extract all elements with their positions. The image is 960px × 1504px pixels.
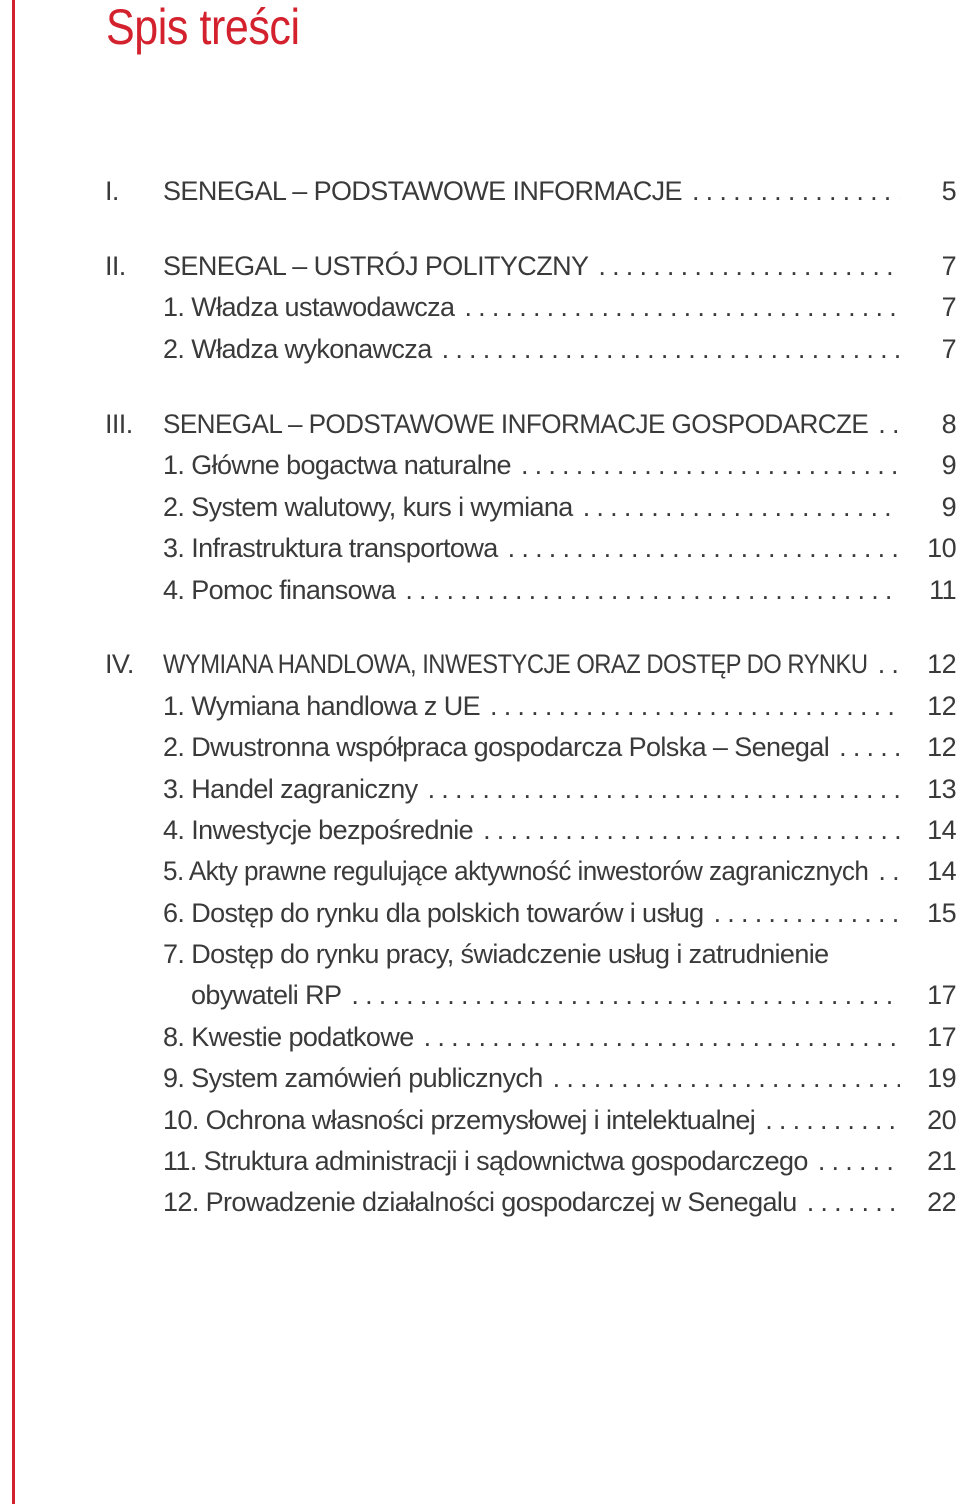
toc-page-number: 7 — [941, 251, 956, 281]
toc-item[interactable] — [0, 1141, 960, 1181]
toc-dot-leader — [351, 975, 900, 1015]
toc-item[interactable] — [0, 1017, 960, 1057]
toc-entry-label: 4. Inwestycje bezpośrednie — [163, 815, 474, 845]
toc-entry-label: 4. Pomoc finansowa — [163, 575, 396, 605]
toc-dot-leader — [878, 644, 900, 684]
toc-dot-leader — [583, 487, 900, 527]
toc-dot-leader — [521, 445, 900, 485]
toc-page-number: 9 — [941, 450, 956, 480]
toc-page-number: 20 — [927, 1105, 956, 1135]
toc-page-number: 15 — [927, 898, 956, 928]
toc-entry-label: SENEGAL – PODSTAWOWE INFORMACJE GOSPODARCZE — [163, 409, 869, 439]
toc-section-4[interactable] — [0, 644, 960, 684]
toc-entry-label: 2. Dwustronna współpraca gospodarcza Polska – Senegal — [163, 732, 830, 762]
toc-item[interactable] — [0, 528, 960, 568]
toc-dot-leader — [428, 769, 900, 809]
toc-section-1[interactable] — [0, 171, 960, 211]
toc-item[interactable] — [0, 329, 960, 369]
toc-page-number: 8 — [941, 409, 956, 439]
toc-item[interactable] — [0, 769, 960, 809]
toc-page-number: 9 — [941, 492, 956, 522]
toc-dot-leader — [483, 810, 900, 850]
toc-dot-leader — [878, 404, 900, 444]
toc-item[interactable] — [0, 893, 960, 933]
toc-page-number: 13 — [927, 774, 956, 804]
toc-entry-label: 1. Władza ustawodawcza — [163, 292, 455, 322]
toc-entry-label: 7. Dostęp do rynku pracy, świadczenie usług i zatrudnienie — [163, 939, 829, 969]
toc-entry-label: 5. Akty prawne regulujące aktywność inwestorów zagranicznych — [163, 856, 869, 886]
toc-dot-leader — [598, 246, 900, 286]
toc-item[interactable] — [0, 1058, 960, 1098]
toc-dot-leader — [553, 1058, 900, 1098]
toc-dot-leader — [714, 893, 900, 933]
toc-entry-label: SENEGAL – PODSTAWOWE INFORMACJE — [163, 176, 682, 206]
toc-item[interactable] — [0, 810, 960, 850]
toc-section-numeral: III. — [105, 409, 133, 439]
toc-dot-leader — [442, 329, 900, 369]
toc-item-continuation[interactable] — [0, 975, 960, 1015]
toc-section-numeral: II. — [105, 251, 126, 281]
toc-page-number: 7 — [941, 292, 956, 322]
toc-section-3[interactable] — [0, 404, 960, 444]
toc-item[interactable] — [0, 1100, 960, 1140]
toc-section-2[interactable] — [0, 246, 960, 286]
toc-page-number: 12 — [927, 691, 956, 721]
toc-entry-label: 3. Handel zagraniczny — [163, 774, 418, 804]
toc-dot-leader — [807, 1182, 900, 1222]
toc-page-number: 10 — [927, 533, 956, 563]
toc-dot-leader — [424, 1017, 900, 1057]
toc-page-number: 12 — [927, 732, 956, 762]
toc-dot-leader — [405, 570, 900, 610]
toc-entry-label: 1. Główne bogactwa naturalne — [163, 450, 511, 480]
toc-entry-label: 8. Kwestie podatkowe — [163, 1022, 414, 1052]
toc-entry-label: 1. Wymiana handlowa z UE — [163, 691, 481, 721]
toc-item[interactable] — [0, 686, 960, 726]
toc-item[interactable] — [0, 570, 960, 610]
toc-dot-leader — [508, 528, 900, 568]
page-title: Spis treści — [106, 0, 300, 55]
toc-section-numeral: I. — [105, 176, 119, 206]
toc-item[interactable] — [0, 851, 960, 891]
toc-entry-label: 3. Infrastruktura transportowa — [163, 533, 498, 563]
toc-entry-label: 10. Ochrona własności przemysłowej i intelektualnej — [163, 1105, 756, 1135]
toc-item[interactable] — [0, 934, 960, 974]
toc-entry-label: 12. Prowadzenie działalności gospodarczej w Senegalu — [163, 1187, 797, 1217]
toc-page-number: 22 — [927, 1187, 956, 1217]
toc-page-number: 21 — [927, 1146, 956, 1176]
toc-entry-label: 2. Władza wykonawcza — [163, 334, 432, 364]
toc-entry-label: WYMIANA HANDLOWA, INWESTYCJE ORAZ DOSTĘP DO RYNKU — [163, 649, 868, 679]
toc-item[interactable] — [0, 445, 960, 485]
toc-dot-leader — [692, 171, 900, 211]
toc-page-number: 19 — [927, 1063, 956, 1093]
toc-entry-label: SENEGAL – USTRÓJ POLITYCZNY — [163, 251, 589, 281]
toc-entry-label: 2. System walutowy, kurs i wymiana — [163, 492, 573, 522]
toc-dot-leader — [839, 727, 900, 767]
toc-dot-leader — [765, 1100, 900, 1140]
toc-page-number: 14 — [927, 815, 956, 845]
toc-dot-leader — [818, 1141, 900, 1181]
toc-entry-label: 9. System zamówień publicznych — [163, 1063, 543, 1093]
toc-dot-leader — [878, 851, 900, 891]
toc-dot-leader — [490, 686, 900, 726]
toc-page-number: 17 — [927, 980, 956, 1010]
toc-entry-label: 6. Dostęp do rynku dla polskich towarów i usług — [163, 898, 704, 928]
toc-page-number: 11 — [929, 575, 956, 605]
toc-page-number: 12 — [927, 649, 956, 679]
toc-item[interactable] — [0, 487, 960, 527]
toc-item[interactable] — [0, 1182, 960, 1222]
toc-page-number: 7 — [941, 334, 956, 364]
toc-dot-leader — [464, 287, 900, 327]
toc-item[interactable] — [0, 287, 960, 327]
toc-entry-label: 11. Struktura administracji i sądownictwa gospodarczego — [163, 1146, 808, 1176]
toc-page-number: 17 — [927, 1022, 956, 1052]
toc-section-numeral: IV. — [105, 649, 134, 679]
toc-page-number: 14 — [927, 856, 956, 886]
toc-entry-label: obywateli RP — [191, 980, 342, 1010]
toc-item[interactable] — [0, 727, 960, 767]
toc-page-number: 5 — [941, 176, 956, 206]
